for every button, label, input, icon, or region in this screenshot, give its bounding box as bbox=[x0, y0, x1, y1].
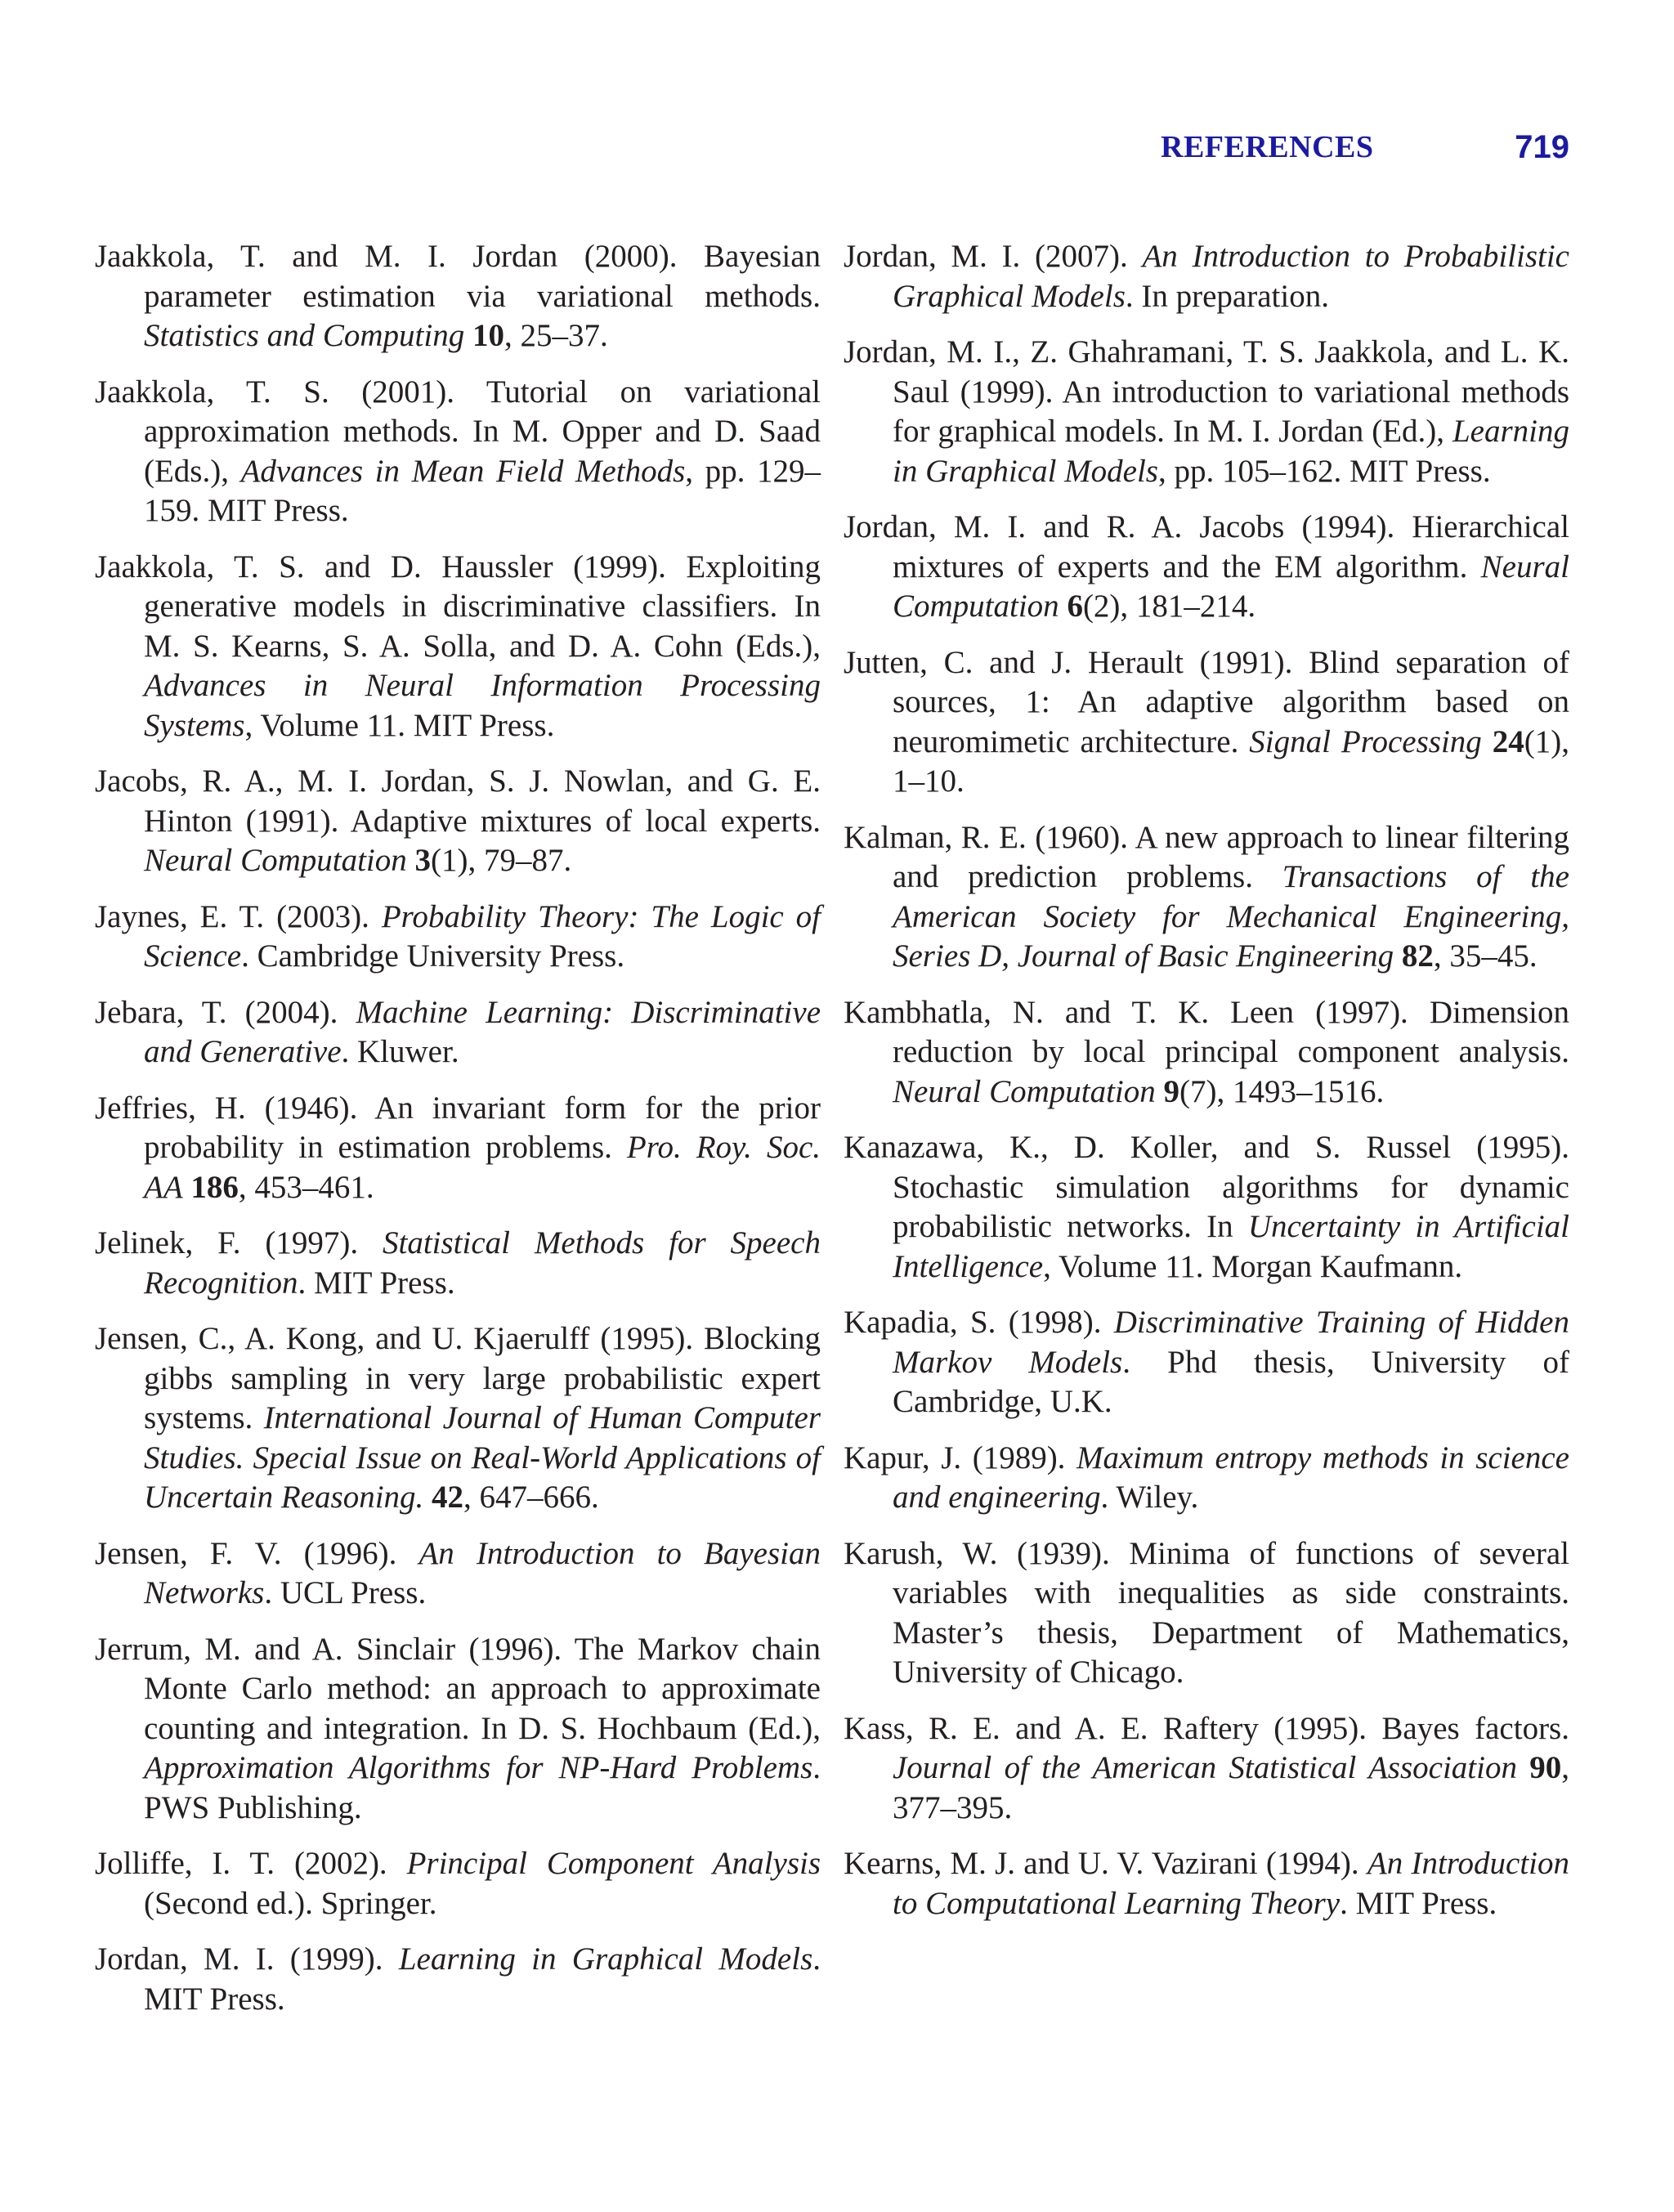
reference-entry: Jordan, M. I. (1999). Learning in Graphical Models. MIT Press. bbox=[95, 1941, 821, 2017]
references-left-column bbox=[95, 237, 821, 2035]
reference-entry: Jerrum, M. and A. Sinclair (1996). The Markov chain Monte Carlo method: an approach to approximate counting and integration. In D. S. Hochbaum (Ed.), Approximation Algorithms for NP-Hard Problems. PWS Publishing. bbox=[95, 1631, 821, 1825]
reference-entry: Jelinek, F. (1997). Statistical Methods for Speech Recognition. MIT Press. bbox=[95, 1225, 821, 1301]
reference-entry: Jensen, F. V. (1996). An Introduction to Bayesian Networks. UCL Press. bbox=[95, 1535, 821, 1610]
reference-entry: Kapur, J. (1989). Maximum entropy methods in science and engineering. Wiley. bbox=[844, 1440, 1569, 1515]
reference-entry: Jordan, M. I. (2007). An Introduction to Probabilistic Graphical Models. In preparation. bbox=[844, 239, 1569, 314]
reference-entry: Jolliffe, I. T. (2002). Principal Component Analysis (Second ed.). Springer. bbox=[95, 1846, 821, 1921]
running-header bbox=[1161, 129, 1569, 175]
page-number: 719 bbox=[1515, 129, 1569, 165]
reference-entry: Jutten, C. and J. Herault (1991). Blind separation of sources, 1: An adaptive algorithm based on neuromimetic architecture. Signal Processing 24(1), 1–10. bbox=[844, 644, 1569, 799]
reference-entry: Kalman, R. E. (1960). A new approach to linear filtering and prediction problems. Transactions of the American Society for Mechanical Engineering, Series D, Journal of Basic Engineering 82, 35–45. bbox=[844, 819, 1569, 974]
reference-entry: Kass, R. E. and A. E. Raftery (1995). Bayes factors. Journal of the American Statistical Association 90, 377–395. bbox=[844, 1710, 1570, 1825]
reference-entry: Kambhatla, N. and T. K. Leen (1997). Dimension reduction by local principal component analysis. Neural Computation 9(7), 1493–1516. bbox=[844, 994, 1569, 1109]
reference-entry: Jaakkola, T. and M. I. Jordan (2000). Bayesian parameter estimation via variational methods. Statistics and Computing 10, 25–37. bbox=[95, 239, 821, 353]
reference-entry: Kanazawa, K., D. Koller, and S. Russel (1995). Stochastic simulation algorithms for dynamic probabilistic networks. In Uncertainty in Artificial Intelligence, Volume 11. Morgan Kaufmann. bbox=[844, 1130, 1569, 1284]
reference-entry: Jensen, C., A. Kong, and U. Kjaerulff (1995). Blocking gibbs sampling in very large probabilistic expert systems. International Journal of Human Computer Studies. Special Issue on Real-World Applications of Uncertain Reasoning. 42, 647–666. bbox=[95, 1321, 821, 1515]
references-right-column bbox=[844, 237, 1569, 1940]
reference-entry: Karush, W. (1939). Minima of functions of several variables with inequalities as side constraints. Master’s thesis, Department of Mathematics, University of Chicago. bbox=[844, 1535, 1569, 1690]
section-title: REFERENCES bbox=[1161, 130, 1374, 164]
reference-entry: Jaakkola, T. S. (2001). Tutorial on variational approximation methods. In M. Opper and D. Saad (Eds.), Advances in Mean Field Methods, pp. 129–159. MIT Press. bbox=[95, 374, 821, 528]
reference-entry: Kapadia, S. (1998). Discriminative Training of Hidden Markov Models. Phd thesis, University of Cambridge, U.K. bbox=[844, 1305, 1569, 1419]
reference-entry: Jordan, M. I. and R. A. Jacobs (1994). Hierarchical mixtures of experts and the EM algorithm. Neural Computation 6(2), 181–214. bbox=[844, 509, 1569, 624]
reference-entry: Jaynes, E. T. (2003). Probability Theory: The Logic of Science. Cambridge University Press. bbox=[95, 898, 821, 974]
reference-entry: Jacobs, R. A., M. I. Jordan, S. J. Nowlan, and G. E. Hinton (1991). Adaptive mixtures of local experts. Neural Computation 3(1), 79–87. bbox=[95, 763, 821, 878]
reference-entry: Jordan, M. I., Z. Ghahramani, T. S. Jaakkola, and L. K. Saul (1999). An introduction to variational methods for graphical models. In M. I. Jordan (Ed.), Learning in Graphical Models, pp. 105–162. MIT Press. bbox=[844, 334, 1569, 489]
reference-entry: Kearns, M. J. and U. V. Vazirani (1994). An Introduction to Computational Learning Theory. MIT Press. bbox=[844, 1846, 1569, 1921]
reference-entry: Jeffries, H. (1946). An invariant form for the prior probability in estimation problems. Pro. Roy. Soc. AA 186, 453–461. bbox=[95, 1090, 821, 1205]
reference-entry: Jaakkola, T. S. and D. Haussler (1999). Exploiting generative models in discriminative classifiers. In M. S. Kearns, S. A. Solla, and D. A. Cohn (Eds.), Advances in Neural Information Processing Systems, Volume 11. MIT Press. bbox=[95, 549, 821, 743]
reference-entry: Jebara, T. (2004). Machine Learning: Discriminative and Generative. Kluwer. bbox=[95, 994, 821, 1069]
